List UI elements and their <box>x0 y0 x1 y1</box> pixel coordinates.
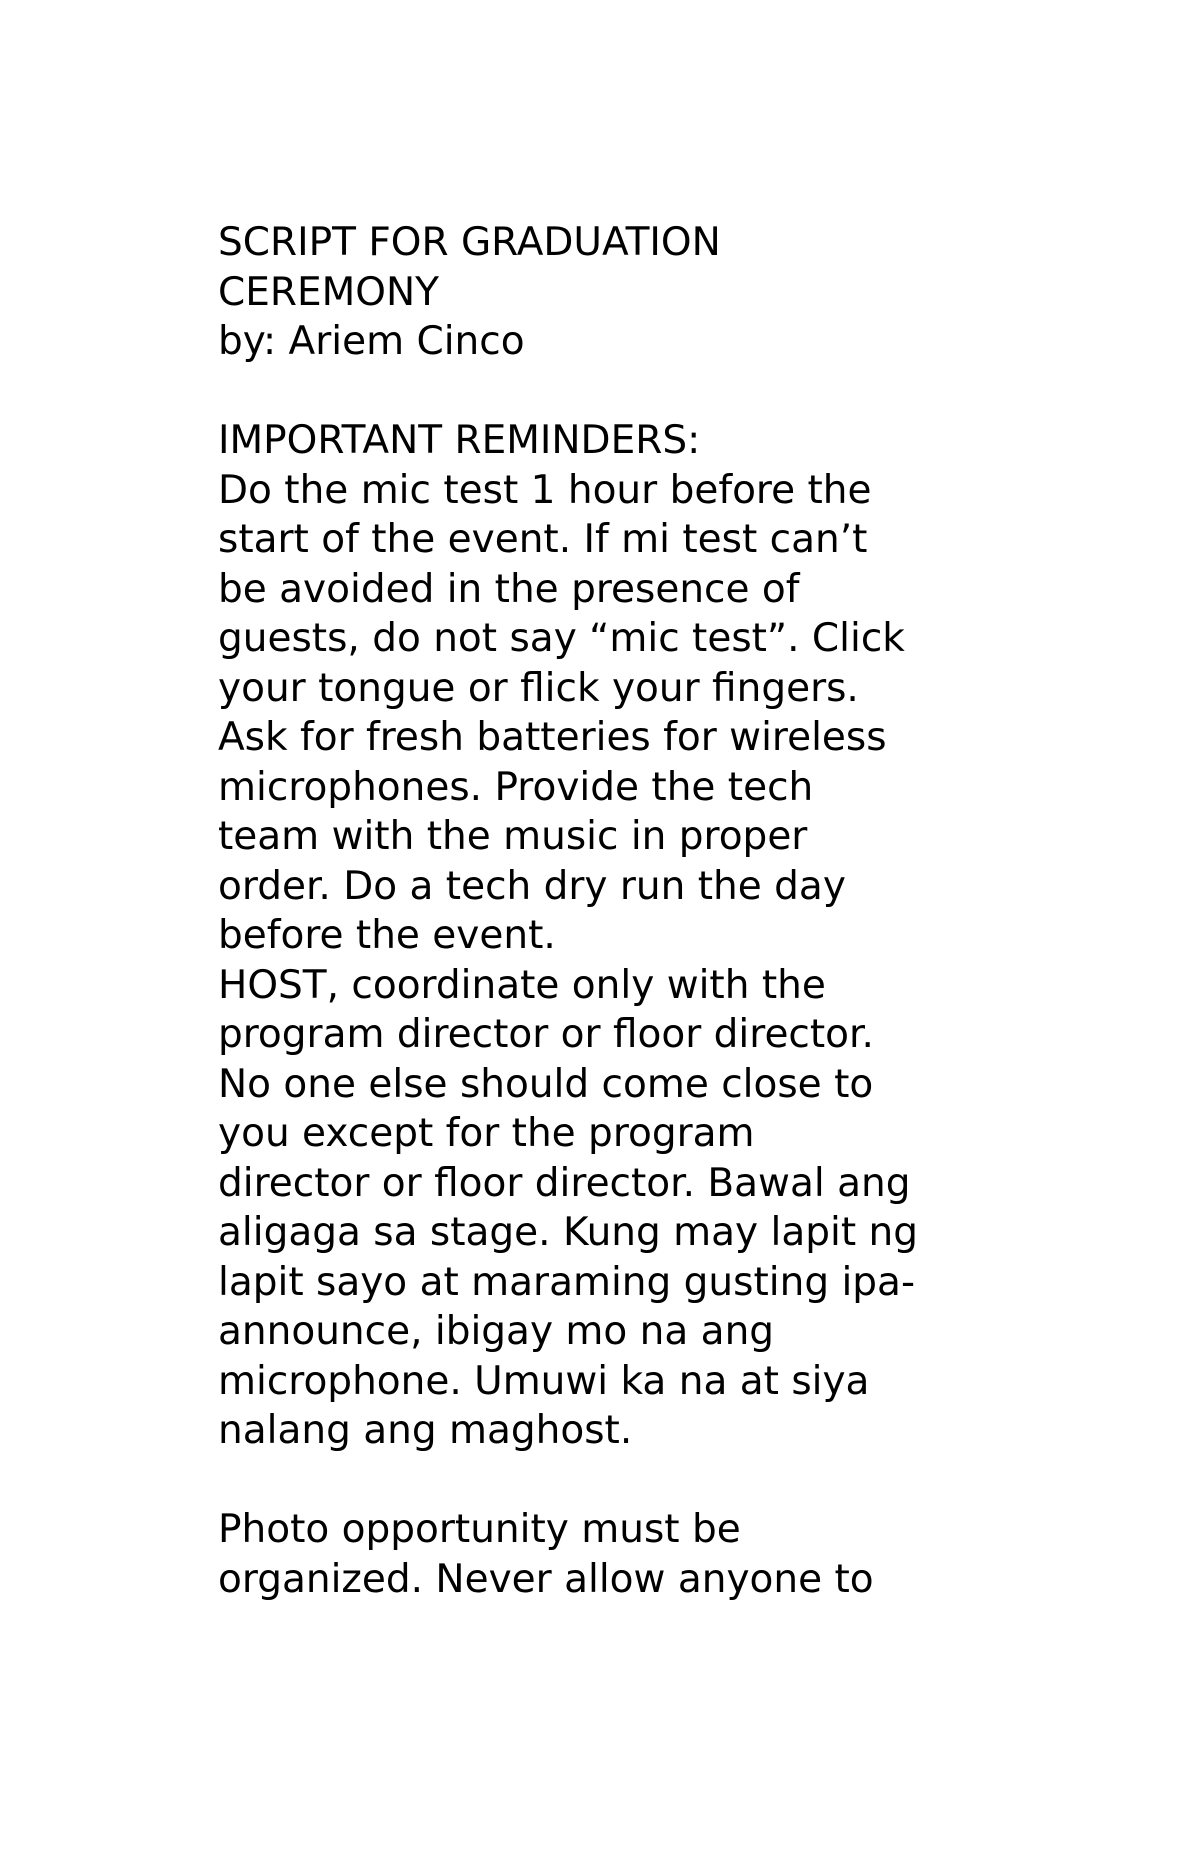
text-line: aligaga sa stage. Kung may lapit ng <box>218 1210 919 1255</box>
text-line: you except for the program <box>218 1111 755 1156</box>
text-line: program director or floor director. <box>218 1012 874 1057</box>
text-line: nalang ang maghost. <box>218 1408 633 1453</box>
text-line: microphones. Provide the tech <box>218 764 814 810</box>
text-line: microphone. Umuwi ka na at siya <box>218 1358 870 1404</box>
text-line: director or floor director. Bawal ang <box>218 1160 911 1206</box>
blank-line <box>218 367 998 417</box>
blank-line <box>218 1456 998 1506</box>
section-heading: IMPORTANT REMINDERS: <box>218 418 701 463</box>
title-line: CEREMONY <box>218 269 439 315</box>
text-line: Photo opportunity must be <box>218 1507 741 1552</box>
text-line: your tongue or flick your fingers. <box>218 665 859 711</box>
text-line: Do the mic test 1 hour before the <box>218 467 872 513</box>
author-line: by: Ariem Cinco <box>218 319 525 364</box>
text-line: be avoided in the presence of <box>218 566 800 612</box>
text-line: before the event. <box>218 913 556 958</box>
document-text <box>218 218 998 1604</box>
text-line: lapit sayo at maraming gusting ipa- <box>218 1259 916 1305</box>
text-line: order. Do a tech dry run the day <box>218 863 846 909</box>
text-line: organized. Never allow anyone to <box>218 1556 874 1602</box>
title-line: SCRIPT FOR GRADUATION <box>218 220 721 265</box>
text-line: Ask for fresh batteries for wireless <box>218 715 887 760</box>
text-line: guests, do not say “mic test”. Click <box>218 616 905 661</box>
text-line: announce, ibigay mo na ang <box>218 1309 775 1354</box>
text-line: HOST, coordinate only with the <box>218 962 826 1008</box>
text-line: team with the music in proper <box>218 814 808 859</box>
text-line: No one else should come close to <box>218 1061 874 1107</box>
text-line: start of the event. If mi test can’t <box>218 517 868 562</box>
